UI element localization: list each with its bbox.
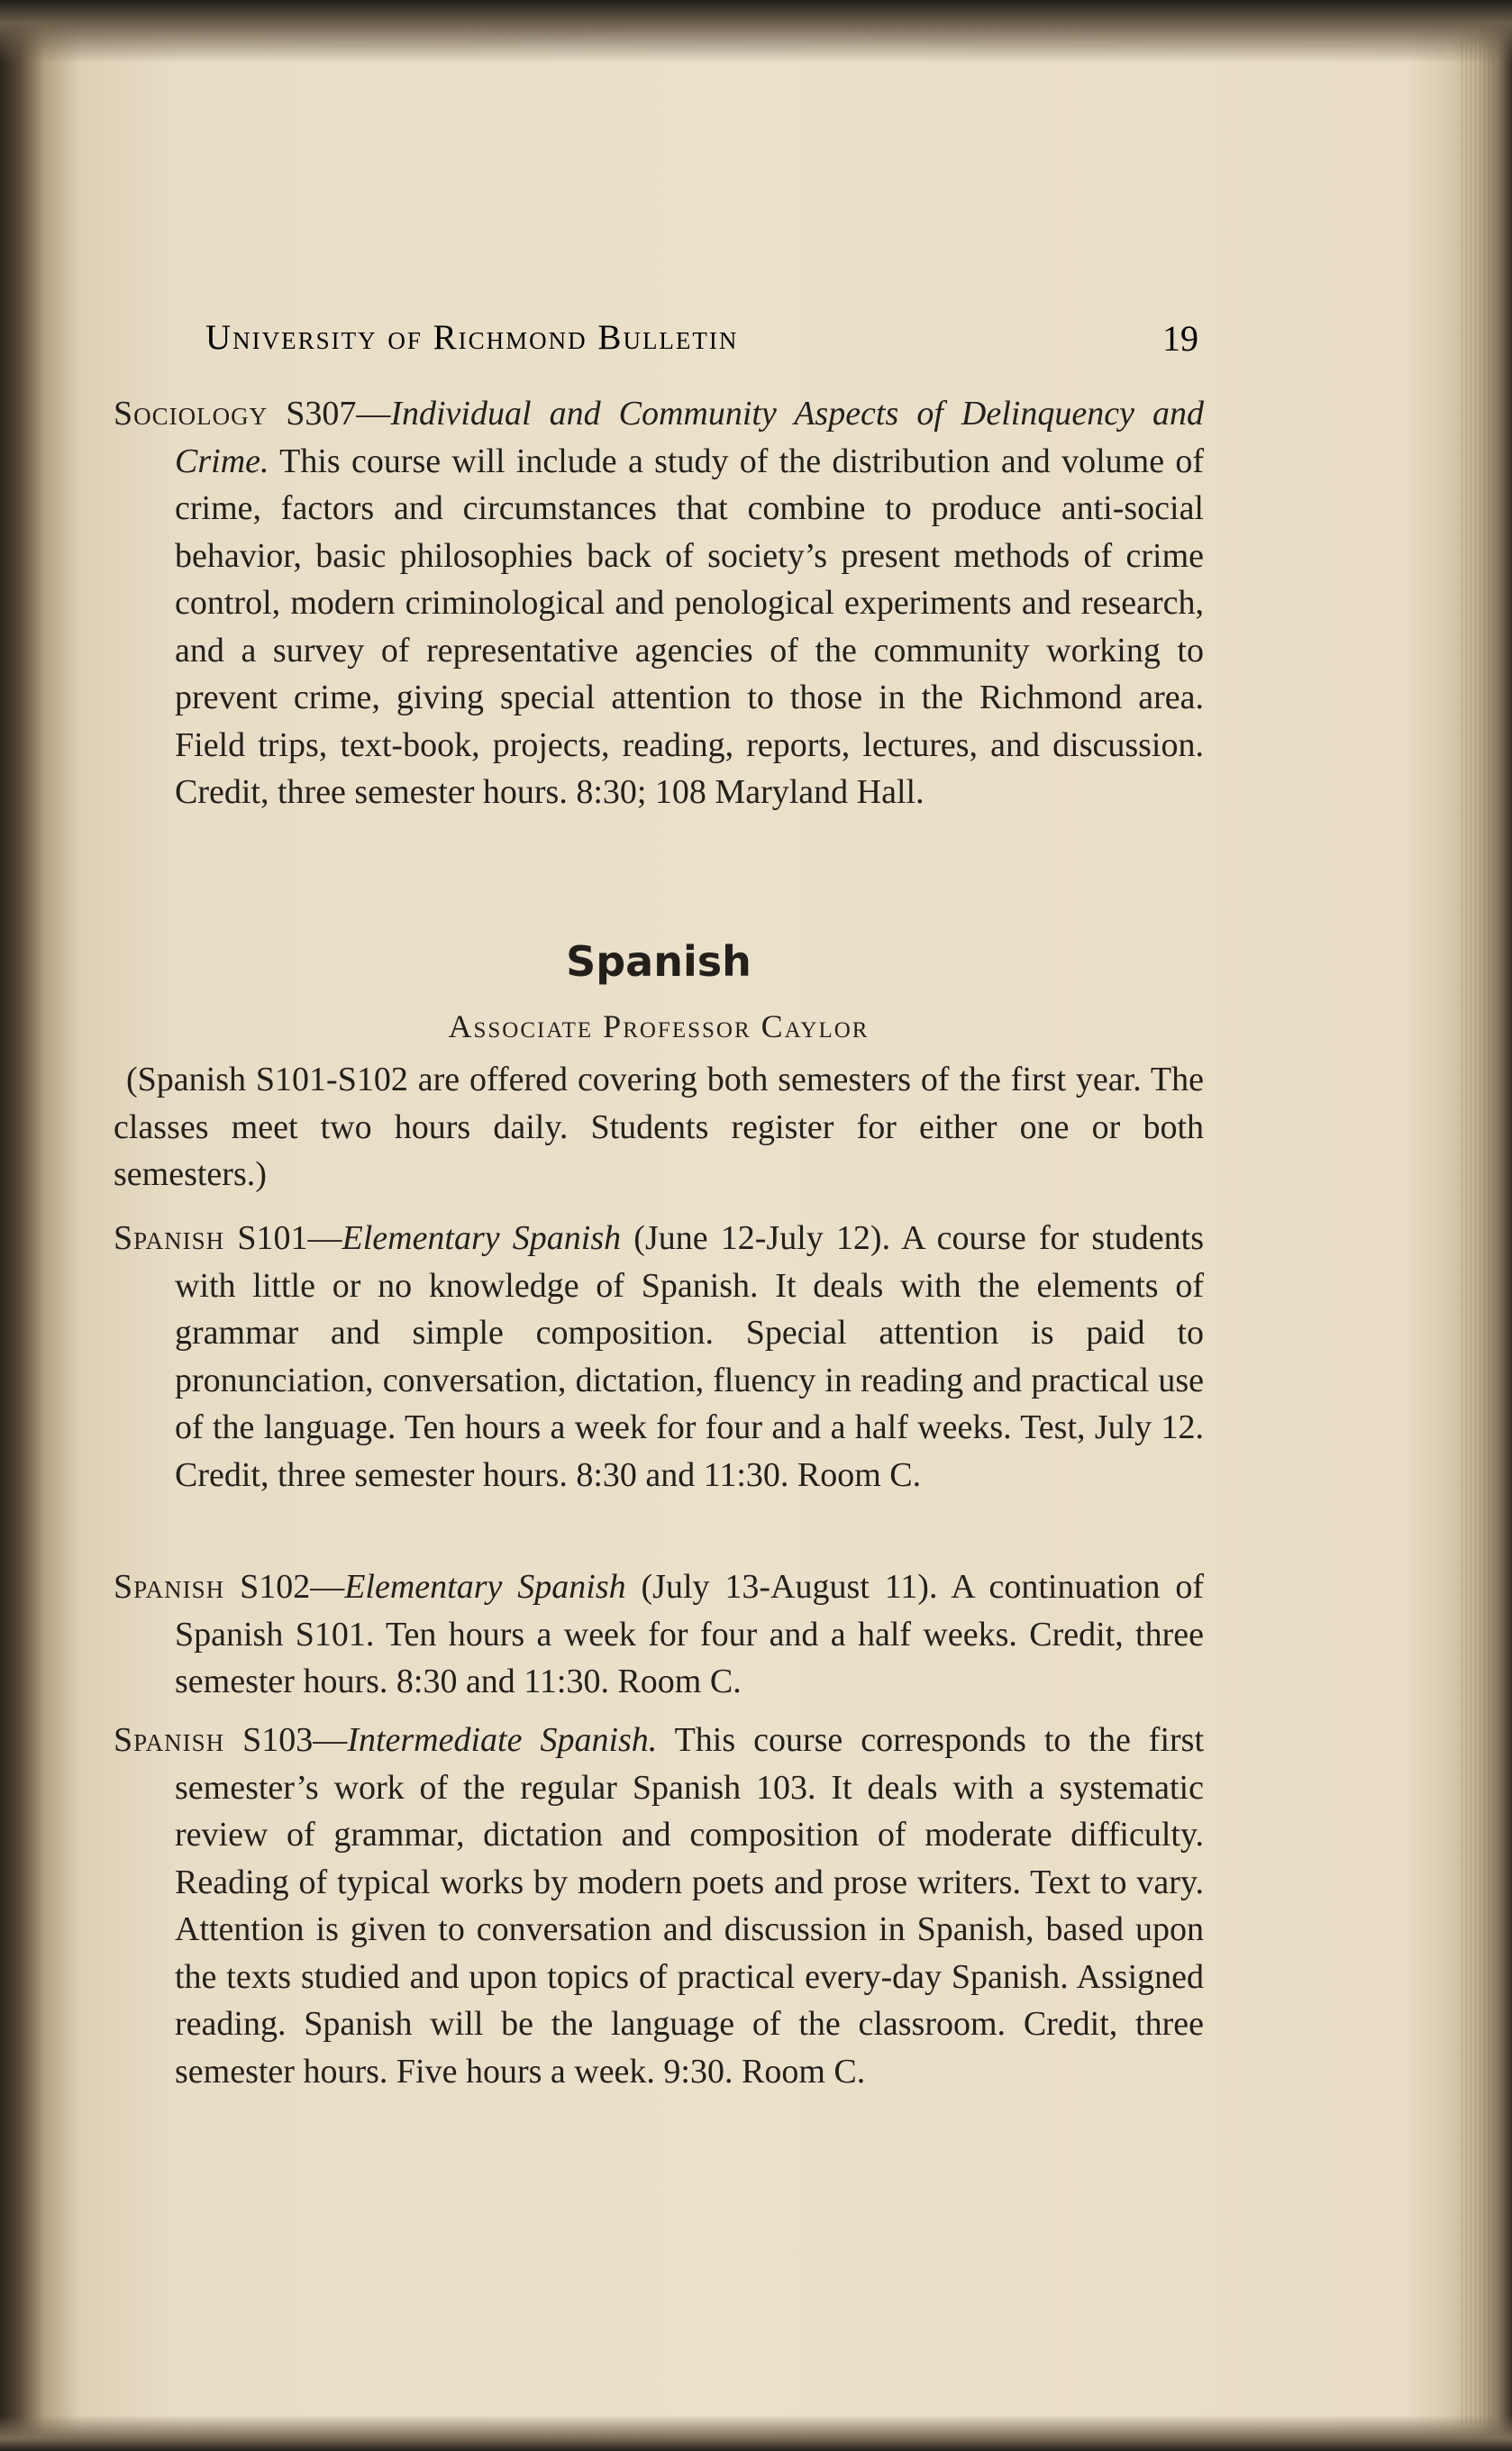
- course-subject: Spanish: [114, 1721, 225, 1759]
- course-entry-sociology-s307: [114, 390, 1204, 816]
- page-top-edge: [0, 0, 1512, 63]
- course-title: Intermediate Spanish.: [347, 1721, 658, 1759]
- course-number: S101—: [237, 1219, 342, 1257]
- page-bottom-edge: [0, 2415, 1512, 2451]
- course-subject: Sociology: [114, 395, 269, 433]
- course-description: This course will include a study of the distribution and volume of crime, factors and circumstances that combine to produce anti-social behavior, basic philosophies back of society’s present methods of crime control, modern criminological and penological experiments and research, and a survey of representative agencies of the community working to prevent crime, giving special attention to those in the Richmond area. Field trips, text-book, projects, reading, reports, lectures, and discussion. Credit, three semester hours. 8:30; 108 Maryland Hall.: [175, 442, 1204, 811]
- running-header: [205, 317, 1197, 362]
- course-entry-spanish-s102: [114, 1563, 1204, 1706]
- course-description: (June 12-July 12). A course for students with little or no knowledge of Spanish. It deals with the elements of grammar and simple composition. Special attention is paid to pronunciation, conversation, dictation, fluency in reading and practical use of the language. Ten hours a week for four and a half weeks. Test, July 12. Credit, three semester hours. 8:30 and 11:30. Room C.: [175, 1219, 1204, 1494]
- section-heading: Spanish: [566, 937, 751, 986]
- page-fore-edge: [1462, 36, 1498, 2424]
- course-entry-spanish-s101: [114, 1215, 1204, 1499]
- course-number: S102—: [240, 1568, 345, 1606]
- header-title: University of Richmond Bulletin: [205, 318, 739, 357]
- course-entry-spanish-s103: [114, 1717, 1204, 2095]
- instructor-line: Associate Professor Caylor: [448, 1008, 870, 1044]
- course-description: This course corresponds to the first semester’s work of the regular Spanish 103. It deals with a systematic review of grammar, dictation and composition of moderate difficulty. Reading of typical works by modern poets and prose writers. Text to vary. Attention is given to conversation and discussion in Spanish, based upon the texts studied and upon topics of practical every-day Spanish. Assigned reading. Spanish will be the language of the classroom. Credit, three semester hours. Five hours a week. 9:30. Room C.: [175, 1721, 1205, 2091]
- course-number: S103—: [242, 1721, 348, 1759]
- page-number: 19: [1162, 318, 1198, 359]
- course-title: Individual and Community Aspects of Delinquency and Crime.: [175, 395, 1204, 480]
- course-title: Elementary Spanish: [344, 1568, 626, 1606]
- course-subject: Spanish: [114, 1219, 225, 1257]
- course-number: S307—: [286, 395, 391, 433]
- course-subject: Spanish: [114, 1568, 225, 1606]
- course-title: Elementary Spanish: [342, 1219, 622, 1257]
- section-intro: (Spanish S101-S102 are offered covering both semesters of the first year. The classes meet two hours daily. Students register for either one or both semesters.): [114, 1061, 1204, 1193]
- course-description: (July 13-August 11). A continuation of Spanish S101. Ten hours a week for four and a half weeks. Credit, three semester hours. 8:30 and 11:30. Room C.: [175, 1568, 1204, 1700]
